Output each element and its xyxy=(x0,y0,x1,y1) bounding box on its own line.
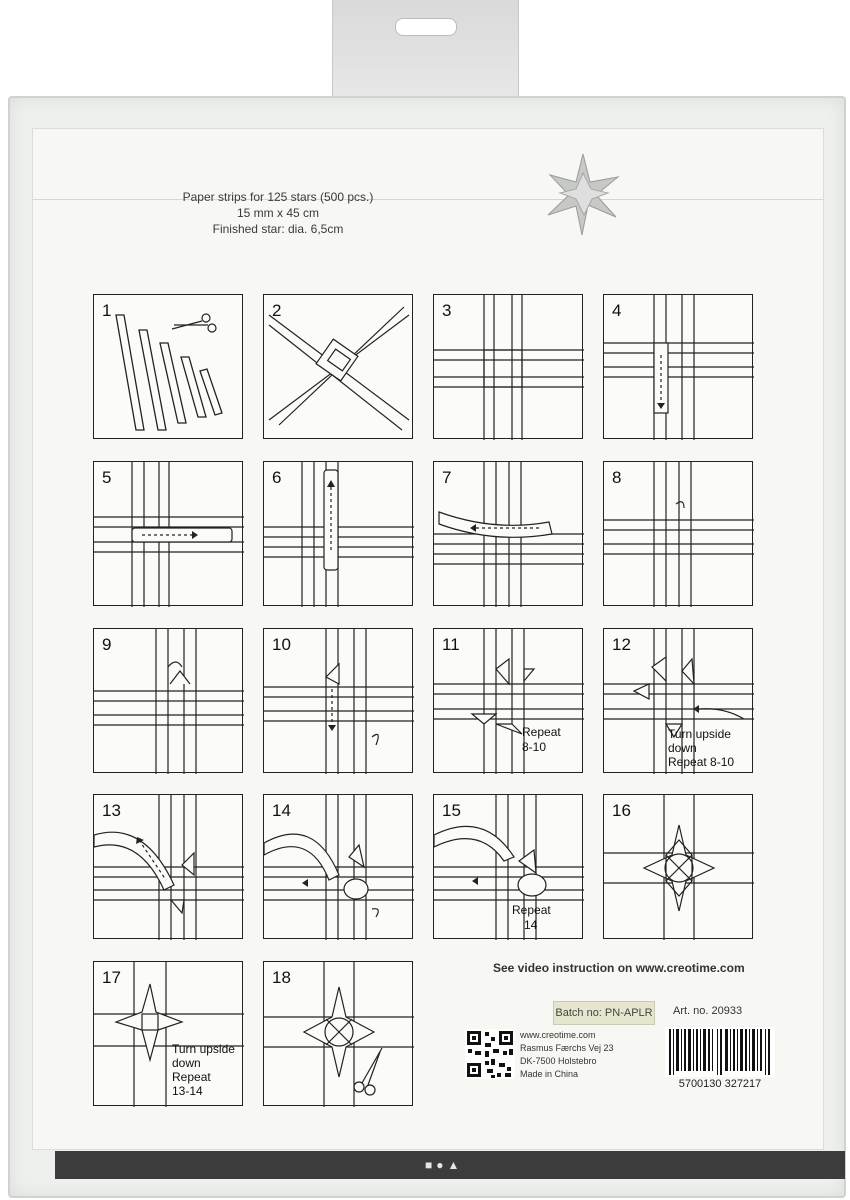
arrow-icon xyxy=(699,709,744,719)
step-7 xyxy=(433,461,583,606)
company-address xyxy=(520,1029,614,1081)
step-2 xyxy=(263,294,413,439)
barcode-number: 5700130 327217 xyxy=(678,1078,762,1090)
step-note: 13-14 xyxy=(172,1084,203,1098)
arrow-icon xyxy=(676,502,684,508)
grid-illustration xyxy=(434,295,584,440)
step-number: 9 xyxy=(102,635,112,654)
step-number: 3 xyxy=(442,301,452,320)
loop-illustration xyxy=(264,795,414,940)
step-note: Repeat 8-10 xyxy=(668,755,735,769)
step-number: 6 xyxy=(272,468,282,487)
batch-number: Batch no: PN-APLR xyxy=(553,1001,655,1025)
step-number: 12 xyxy=(612,635,631,654)
step-4 xyxy=(603,294,753,439)
curl-illustration xyxy=(94,795,244,940)
instruction-sheet xyxy=(32,128,824,1172)
fold-tip-illustration xyxy=(94,629,244,774)
info-line-1: Paper strips for 125 stars (500 pcs.) xyxy=(182,190,374,204)
step-number: 18 xyxy=(272,968,291,987)
step-number: 13 xyxy=(102,801,121,820)
step-number: 8 xyxy=(612,468,622,487)
fold-up-illustration xyxy=(264,462,414,607)
qr-code-icon xyxy=(465,1029,515,1079)
step-note: Turn upside xyxy=(668,727,731,741)
step-18 xyxy=(263,961,413,1106)
scissors-icon xyxy=(172,314,216,332)
step-12 xyxy=(603,628,753,773)
step-number: 5 xyxy=(102,468,112,487)
package xyxy=(8,96,846,1198)
step-note: Repeat xyxy=(522,725,561,739)
step-15 xyxy=(433,794,583,939)
flip-star-illustration xyxy=(94,962,244,1107)
article-number: Art. no. 20933 xyxy=(673,1005,743,1017)
cut-finish-illustration xyxy=(264,962,414,1107)
product-info xyxy=(178,189,378,237)
address-line: Made in China xyxy=(520,1069,579,1079)
star-icon xyxy=(519,850,536,873)
step-8 xyxy=(603,461,753,606)
hanger-hole xyxy=(395,18,457,36)
step-note: Turn upside xyxy=(172,1042,235,1056)
video-link-text: See video instruction on www.creotime.com xyxy=(493,961,745,975)
half-star-illustration xyxy=(604,795,754,940)
step-note: 14 xyxy=(524,918,538,932)
repeat-star-illustration xyxy=(434,629,584,774)
arrow-icon xyxy=(472,877,478,885)
info-line-2: 15 mm x 45 cm xyxy=(236,206,320,220)
barcode-icon xyxy=(665,1027,775,1077)
step-14 xyxy=(263,794,413,939)
step-note: 8-10 xyxy=(522,740,547,754)
step-3 xyxy=(433,294,583,439)
shape-symbols: ■●▲ xyxy=(425,1158,464,1172)
info-line-3: Finished star: dia. 6,5cm xyxy=(212,222,344,236)
fold-down-illustration xyxy=(604,295,754,440)
scissors-icon xyxy=(354,1048,382,1095)
fold-right-illustration xyxy=(94,462,244,607)
step-number: 16 xyxy=(612,801,631,820)
hanger-tab xyxy=(332,0,519,111)
fold-corner-illustration xyxy=(604,462,754,607)
step-note: down xyxy=(172,1056,201,1070)
step-1 xyxy=(93,294,243,439)
step-note: Repeat xyxy=(172,1070,211,1084)
repeat-loop-illustration xyxy=(434,795,584,940)
arrow-icon xyxy=(372,909,378,917)
step-number: 17 xyxy=(102,968,121,987)
step-number: 7 xyxy=(442,468,452,487)
star-icon xyxy=(496,659,509,684)
weave-illustration xyxy=(264,295,414,440)
star-icon xyxy=(349,845,364,867)
step-5 xyxy=(93,461,243,606)
step-number: 14 xyxy=(272,801,291,820)
tuck-illustration xyxy=(264,629,414,774)
step-11 xyxy=(433,628,583,773)
fold-left-illustration xyxy=(434,462,584,607)
step-6 xyxy=(263,461,413,606)
address-line: www.creotime.com xyxy=(520,1030,596,1040)
step-17 xyxy=(93,961,243,1106)
flap-line xyxy=(33,199,823,200)
step-10 xyxy=(263,628,413,773)
address-line: DK-7500 Holstebro xyxy=(520,1056,597,1066)
step-number: 2 xyxy=(272,301,282,320)
step-number: 10 xyxy=(272,635,291,654)
step-note: Repeat xyxy=(512,903,551,917)
paper-star-image xyxy=(538,149,628,239)
arrow-icon xyxy=(168,662,182,667)
step-16 xyxy=(603,794,753,939)
step-number: 4 xyxy=(612,301,622,320)
step-13 xyxy=(93,794,243,939)
step-number: 11 xyxy=(442,635,460,654)
address-line: Rasmus Færchs Vej 23 xyxy=(520,1043,614,1053)
step-number: 15 xyxy=(442,801,461,820)
step-note: down xyxy=(668,741,697,755)
step-number: 1 xyxy=(102,301,112,320)
arrow-icon xyxy=(372,734,378,745)
step-9 xyxy=(93,628,243,773)
strips-illustration xyxy=(94,295,244,440)
